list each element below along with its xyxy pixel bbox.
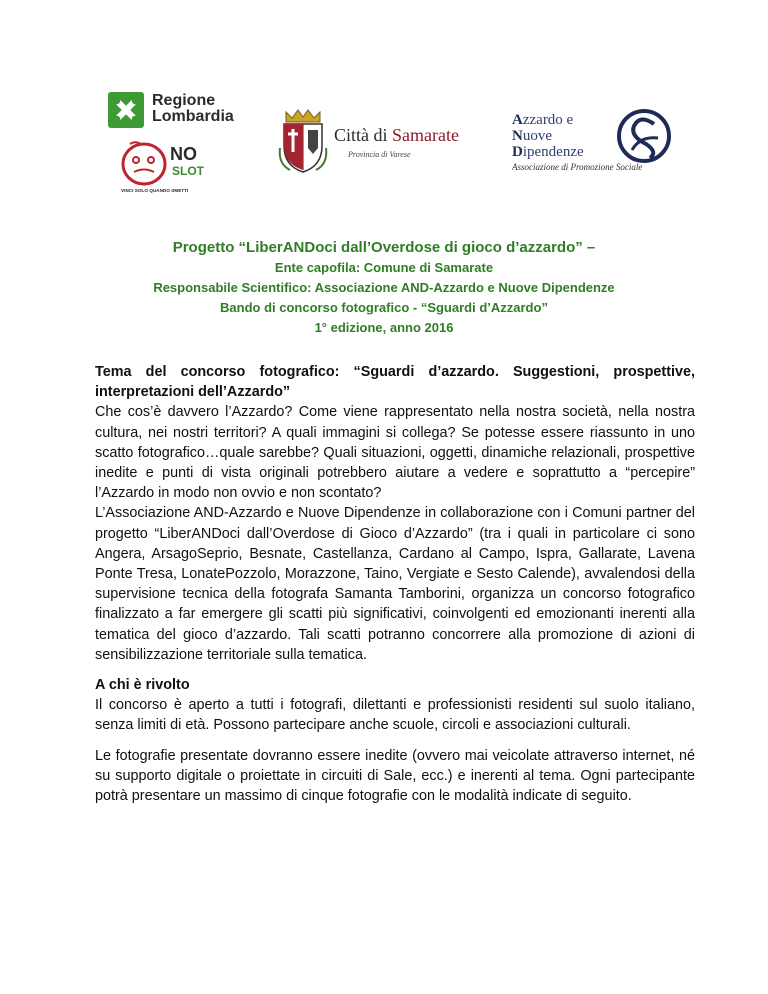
and-association-subtitle: Associazione di Promozione Sociale	[512, 162, 643, 172]
rivolto-heading: A chi è rivolto	[95, 677, 190, 694]
and-line3-rest: ipendenze	[522, 144, 584, 160]
and-initial-d: D	[512, 144, 523, 160]
lombardia-text: Lombardia	[152, 108, 234, 125]
edizione: 1° edizione, anno 2016	[314, 320, 454, 335]
rivolto-paragraph-1: Il concorso è aperto a tutti i fotografi, dilettanti e professionisti residenti sul suolo italiano, senza limiti di età. Possono partecipare anche scuole, circoli e associazioni culturali.	[95, 697, 695, 734]
tema-paragraph-1: Che cos’è davvero l’Azzardo? Come viene rappresentato nella nostra società, nella nostra cultura, nei nostri territori? A quali immagini si collega? Se potesse essere riassunto in uno scatto fotografico…quale sarebbe? Quali situazioni, oggetti, dinamiche relazionali, prospettive inedite e punti di vista originali potrebbero aiutare a vedere e soprattutto a “percepire” l’Azzardo in modo non ovvio e non scontato?	[95, 404, 695, 502]
samarate-province: Provincia di Varese	[348, 150, 411, 159]
samarate-city-name	[334, 125, 459, 146]
noslot-face-icon	[118, 140, 170, 186]
rivolto-paragraph-2: Le fotografie presentate dovranno essere inedite (ovvero mai veicolate attraverso internet, né su supporto digitale o proiettate in circuiti di Sale, ecc.) e inerenti al tema. Ogni partecipante potrà presentare un massimo di cinque fotografie con le modalità indicate di seguito.	[95, 747, 695, 805]
and-line1-rest: zzardo e	[522, 112, 574, 128]
project-title: Progetto “LiberANDoci dall’Overdose di gioco d’azzardo” –	[172, 239, 596, 256]
logo-header	[0, 0, 768, 210]
document-body	[95, 362, 695, 806]
samarate-coat-of-arms-icon	[276, 108, 330, 174]
regione-text: Regione	[152, 92, 216, 109]
and-ampersand-icon	[610, 108, 682, 164]
and-line2-rest: uove	[522, 128, 553, 144]
tema-heading: Tema del concorso fotografico: “Sguardi d’azzardo. Suggestioni, prospettive, interpretazioni dell’Azzardo”	[95, 364, 695, 401]
regione-lombardia-logo	[108, 92, 248, 128]
document-header	[0, 237, 768, 338]
and-wordmark	[512, 112, 584, 160]
noslot-logo	[118, 140, 214, 198]
and-initial-a: A	[512, 112, 523, 128]
regione-lombardia-wordmark	[152, 93, 234, 125]
bando-title: Bando di concorso fotografico - “Sguardi d’Azzardo”	[220, 300, 548, 315]
ente-capofila: Ente capofila: Comune di Samarate	[274, 260, 494, 275]
noslot-no-text: NO	[170, 144, 197, 164]
samarate-logo	[276, 108, 486, 174]
samarate-city-prefix: Città di	[334, 125, 392, 145]
noslot-tagline: VINCI SOLO QUANDO SMETTI	[121, 188, 189, 193]
noslot-slot-text: SLOT	[172, 164, 204, 178]
and-initial-n: N	[512, 128, 523, 144]
samarate-city-highlight: Samarate	[392, 125, 459, 145]
and-logo	[508, 108, 688, 178]
responsabile-scientifico: Responsabile Scientifico: Associazione AND-Azzardo e Nuove Dipendenze	[153, 280, 615, 295]
tema-paragraph-2: L’Associazione AND-Azzardo e Nuove Dipendenze in collaborazione con i Comuni partner del progetto “LiberANDoci dall’Overdose di Gioco d’Azzardo” (tra i quali in particolare ci sono Angera, ArsagoSeprio, Besnate, Castellanza, Cardano al Campo, Ispra, Gallarate, Lavena Ponte Tresa, LonatePozzolo, Morazzone, Taino, Vergiate e Sesto Calende), avvalendosi della supervisione tecnica della fotografa Samanta Tamborini, organizza un concorso fotografico finalizzato a far emergere gli scatti più significativi, coinvolgenti ed emozionanti inerenti alla tematica del gioco d’azzardo. Tali scatti potranno concorrere alla promozione di azioni di sensibilizzazione territoriale sulla tematica.	[95, 505, 695, 663]
regione-lombardia-emblem-icon	[108, 92, 144, 128]
